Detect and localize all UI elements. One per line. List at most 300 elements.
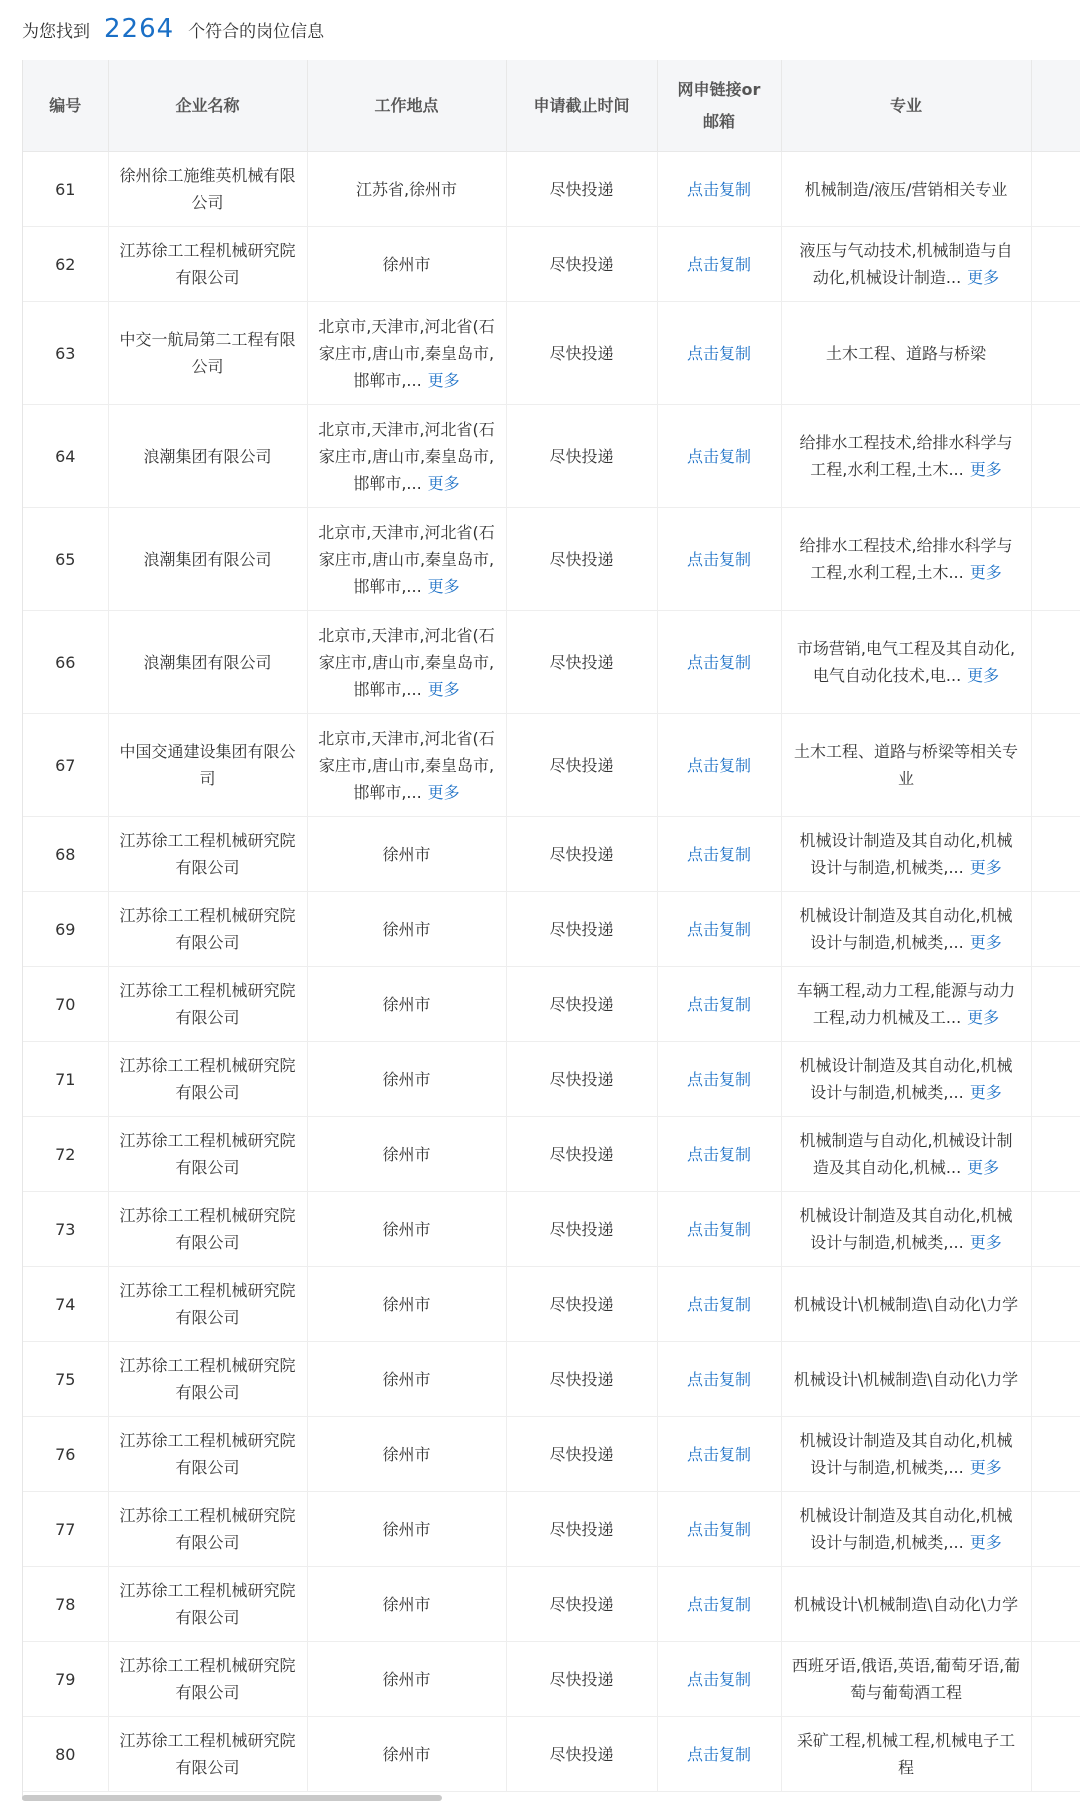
row-id: 79	[55, 1669, 76, 1689]
copy-link-button[interactable]: 点击复制	[686, 919, 751, 939]
copy-link-button[interactable]: 点击复制	[686, 446, 751, 466]
cell-deadline	[506, 1492, 657, 1567]
cell-extra	[1031, 1717, 1080, 1792]
cell-extra	[1031, 1117, 1080, 1192]
header-link	[657, 60, 781, 152]
cell-major	[781, 1342, 1031, 1417]
cell-deadline	[506, 714, 657, 817]
cell-location	[307, 302, 506, 405]
location-text: 徐州市	[382, 1369, 431, 1389]
cell-location	[307, 892, 506, 967]
cell-major	[781, 892, 1031, 967]
deadline-text: 尽快投递	[549, 1294, 614, 1314]
header-company: 企业名称	[108, 60, 307, 152]
table-row	[23, 1192, 1080, 1267]
table-row	[23, 714, 1080, 817]
cell-deadline	[506, 1117, 657, 1192]
cell-id	[23, 1042, 108, 1117]
major-more-link[interactable]: 更多	[969, 933, 1002, 952]
cell-link	[657, 1042, 781, 1117]
major-text: 机械设计制造及其自动化,机械设计与制造,机械类,...	[799, 1206, 1013, 1252]
cell-id	[23, 1417, 108, 1492]
deadline-text: 尽快投递	[549, 1219, 614, 1239]
cell-company	[108, 405, 307, 508]
major-text: 机械设计\机械制造\自动化\力学	[793, 1294, 1019, 1314]
cell-company	[108, 1042, 307, 1117]
cell-link	[657, 405, 781, 508]
cell-major	[781, 508, 1031, 611]
major-text: 机械设计制造及其自动化,机械设计与制造,机械类,...	[799, 1056, 1013, 1102]
location-more-link[interactable]: 更多	[427, 370, 460, 390]
row-id: 75	[55, 1369, 76, 1389]
cell-link	[657, 967, 781, 1042]
cell-extra	[1031, 817, 1080, 892]
major-more-link[interactable]: 更多	[969, 1533, 1002, 1552]
cell-extra	[1031, 405, 1080, 508]
cell-extra	[1031, 1492, 1080, 1567]
table-row	[23, 611, 1080, 714]
cell-major	[781, 611, 1031, 714]
location-text: 徐州市	[382, 1444, 431, 1464]
location-text: 北京市,天津市,河北省(石家庄市,唐山市,秦皇岛市,邯郸市,...	[318, 316, 495, 390]
cell-deadline	[506, 508, 657, 611]
location-text: 徐州市	[382, 1069, 431, 1089]
cell-extra	[1031, 152, 1080, 227]
location-text: 北京市,天津市,河北省(石家庄市,唐山市,秦皇岛市,邯郸市,...	[318, 625, 495, 699]
company-name: 江苏徐工工程机械研究院有限公司	[119, 906, 296, 952]
cell-deadline	[506, 405, 657, 508]
cell-id	[23, 892, 108, 967]
cell-deadline	[506, 1342, 657, 1417]
cell-location	[307, 611, 506, 714]
table-row	[23, 1042, 1080, 1117]
cell-major	[781, 1717, 1031, 1792]
cell-deadline	[506, 967, 657, 1042]
location-text: 北京市,天津市,河北省(石家庄市,唐山市,秦皇岛市,邯郸市,...	[318, 522, 495, 596]
results-count: 2264	[104, 14, 175, 44]
cell-link	[657, 817, 781, 892]
cell-location	[307, 1717, 506, 1792]
cell-company	[108, 611, 307, 714]
deadline-text: 尽快投递	[549, 1594, 614, 1614]
company-name: 江苏徐工工程机械研究院有限公司	[119, 1506, 296, 1552]
major-text: 机械制造与自动化,机械设计制造及其自动化,机械...	[799, 1131, 1013, 1177]
cell-company	[108, 1642, 307, 1717]
cell-id	[23, 227, 108, 302]
cell-deadline	[506, 817, 657, 892]
location-text: 徐州市	[382, 919, 431, 939]
deadline-text: 尽快投递	[549, 755, 614, 775]
cell-location	[307, 1192, 506, 1267]
cell-company	[108, 714, 307, 817]
row-id: 76	[55, 1444, 76, 1464]
copy-link-button[interactable]: 点击复制	[686, 844, 751, 864]
row-id: 68	[55, 844, 76, 864]
cell-location	[307, 1417, 506, 1492]
company-name: 江苏徐工工程机械研究院有限公司	[119, 1356, 296, 1402]
location-more-link[interactable]: 更多	[427, 576, 460, 596]
table-row	[23, 302, 1080, 405]
cell-major	[781, 1567, 1031, 1642]
cell-id	[23, 967, 108, 1042]
table-row	[23, 1492, 1080, 1567]
location-text: 徐州市	[382, 1144, 431, 1164]
deadline-text: 尽快投递	[549, 1069, 614, 1089]
table-row	[23, 1717, 1080, 1792]
row-id: 71	[55, 1069, 76, 1089]
header-major: 专业	[781, 60, 1031, 152]
cell-extra	[1031, 1342, 1080, 1417]
major-text: 机械设计制造及其自动化,机械设计与制造,机械类,...	[799, 906, 1013, 952]
major-more-link[interactable]: 更多	[967, 1158, 1000, 1177]
cell-location	[307, 1267, 506, 1342]
location-text: 徐州市	[382, 1594, 431, 1614]
company-name: 江苏徐工工程机械研究院有限公司	[119, 1731, 296, 1777]
company-name: 徐州徐工施维英机械有限公司	[119, 166, 296, 212]
table-row	[23, 227, 1080, 302]
cell-extra	[1031, 714, 1080, 817]
cell-extra	[1031, 302, 1080, 405]
location-more-link[interactable]: 更多	[427, 473, 460, 493]
cell-company	[108, 508, 307, 611]
cell-id	[23, 1717, 108, 1792]
cell-company	[108, 1492, 307, 1567]
major-more-link[interactable]: 更多	[969, 1458, 1002, 1477]
location-more-link[interactable]: 更多	[427, 679, 460, 699]
cell-id	[23, 405, 108, 508]
cell-company	[108, 1267, 307, 1342]
company-name: 江苏徐工工程机械研究院有限公司	[119, 1056, 296, 1102]
major-text: 机械设计制造及其自动化,机械设计与制造,机械类,...	[799, 1431, 1013, 1477]
cell-extra	[1031, 1567, 1080, 1642]
cell-major	[781, 1642, 1031, 1717]
row-id: 70	[55, 994, 76, 1014]
cell-major	[781, 1042, 1031, 1117]
cell-link	[657, 1642, 781, 1717]
table-row	[23, 1117, 1080, 1192]
major-text: 车辆工程,动力工程,能源与动力工程,动力机械及工...	[796, 981, 1016, 1027]
row-id: 74	[55, 1294, 76, 1314]
header-link-line1: 网申链接or	[677, 79, 761, 99]
cell-link	[657, 1117, 781, 1192]
cell-company	[108, 152, 307, 227]
copy-link-button[interactable]: 点击复制	[686, 179, 751, 199]
copy-link-button[interactable]: 点击复制	[686, 1744, 751, 1764]
major-more-link[interactable]: 更多	[967, 268, 1000, 287]
location-text: 徐州市	[382, 1669, 431, 1689]
deadline-text: 尽快投递	[549, 179, 614, 199]
cell-link	[657, 1717, 781, 1792]
cell-deadline	[506, 1192, 657, 1267]
table-row	[23, 1642, 1080, 1717]
cell-link	[657, 1267, 781, 1342]
copy-link-button[interactable]: 点击复制	[686, 755, 751, 775]
cell-id	[23, 1342, 108, 1417]
jobs-table	[23, 60, 1080, 1792]
cell-deadline	[506, 152, 657, 227]
deadline-text: 尽快投递	[549, 1519, 614, 1539]
table-row	[23, 1417, 1080, 1492]
major-text: 机械设计制造及其自动化,机械设计与制造,机械类,...	[799, 831, 1013, 877]
cell-location	[307, 1642, 506, 1717]
deadline-text: 尽快投递	[549, 343, 614, 363]
horizontal-scrollbar[interactable]	[22, 1795, 442, 1801]
cell-link	[657, 892, 781, 967]
major-text: 液压与气动技术,机械制造与自动化,机械设计制造...	[799, 241, 1013, 287]
cell-id	[23, 1567, 108, 1642]
cell-location	[307, 1567, 506, 1642]
cell-id	[23, 302, 108, 405]
row-id: 64	[55, 446, 76, 466]
deadline-text: 尽快投递	[549, 549, 614, 569]
header-location: 工作地点	[307, 60, 506, 152]
row-id: 78	[55, 1594, 76, 1614]
table-row	[23, 405, 1080, 508]
cell-link	[657, 1342, 781, 1417]
cell-deadline	[506, 611, 657, 714]
cell-location	[307, 817, 506, 892]
cell-link	[657, 1417, 781, 1492]
cell-link	[657, 508, 781, 611]
results-prefix: 为您找到	[22, 21, 90, 42]
copy-link-button[interactable]: 点击复制	[686, 1144, 751, 1164]
cell-link	[657, 302, 781, 405]
cell-location	[307, 152, 506, 227]
table-body	[23, 152, 1080, 1792]
cell-deadline	[506, 227, 657, 302]
row-id: 62	[55, 254, 76, 274]
company-name: 浪潮集团有限公司	[143, 549, 272, 569]
cell-deadline	[506, 1267, 657, 1342]
company-name: 江苏徐工工程机械研究院有限公司	[119, 1131, 296, 1177]
company-name: 江苏徐工工程机械研究院有限公司	[119, 1431, 296, 1477]
cell-major	[781, 302, 1031, 405]
cell-deadline	[506, 1717, 657, 1792]
row-id: 67	[55, 755, 76, 775]
cell-company	[108, 302, 307, 405]
table-row	[23, 508, 1080, 611]
company-name: 江苏徐工工程机械研究院有限公司	[119, 1206, 296, 1252]
major-text: 机械制造/液压/营销相关专业	[804, 179, 1008, 199]
table-row	[23, 1567, 1080, 1642]
deadline-text: 尽快投递	[549, 919, 614, 939]
cell-deadline	[506, 1642, 657, 1717]
cell-location	[307, 508, 506, 611]
cell-major	[781, 1117, 1031, 1192]
location-text: 徐州市	[382, 1294, 431, 1314]
cell-location	[307, 227, 506, 302]
cell-id	[23, 1492, 108, 1567]
location-text: 江苏省,徐州市	[355, 179, 458, 199]
major-text: 机械设计\机械制造\自动化\力学	[793, 1369, 1019, 1389]
table-row	[23, 1342, 1080, 1417]
row-id: 61	[55, 179, 76, 199]
cell-location	[307, 1117, 506, 1192]
copy-link-button[interactable]: 点击复制	[686, 1219, 751, 1239]
deadline-text: 尽快投递	[549, 446, 614, 466]
company-name: 江苏徐工工程机械研究院有限公司	[119, 1281, 296, 1327]
header-deadline: 申请截止时间	[506, 60, 657, 152]
table-row	[23, 892, 1080, 967]
deadline-text: 尽快投递	[549, 1669, 614, 1689]
company-name: 江苏徐工工程机械研究院有限公司	[119, 981, 296, 1027]
cell-id	[23, 714, 108, 817]
cell-major	[781, 967, 1031, 1042]
major-more-link[interactable]: 更多	[969, 858, 1002, 877]
row-id: 77	[55, 1519, 76, 1539]
cell-extra	[1031, 1642, 1080, 1717]
cell-location	[307, 405, 506, 508]
major-text: 机械设计\机械制造\自动化\力学	[793, 1594, 1019, 1614]
major-more-link[interactable]: 更多	[969, 1233, 1002, 1252]
cell-link	[657, 152, 781, 227]
copy-link-button[interactable]: 点击复制	[686, 1069, 751, 1089]
cell-extra	[1031, 227, 1080, 302]
cell-major	[781, 227, 1031, 302]
cell-location	[307, 1042, 506, 1117]
major-more-link[interactable]: 更多	[967, 1008, 1000, 1027]
row-id: 63	[55, 343, 76, 363]
major-text: 土木工程、道路与桥梁等相关专业	[793, 742, 1018, 788]
company-name: 江苏徐工工程机械研究院有限公司	[119, 1581, 296, 1627]
location-text: 徐州市	[382, 844, 431, 864]
header-link-line2: 邮箱	[702, 111, 735, 131]
cell-major	[781, 1267, 1031, 1342]
major-more-link[interactable]: 更多	[969, 460, 1002, 479]
copy-link-button[interactable]: 点击复制	[686, 343, 751, 363]
table-row	[23, 152, 1080, 227]
cell-major	[781, 1492, 1031, 1567]
cell-extra	[1031, 892, 1080, 967]
copy-link-button[interactable]: 点击复制	[686, 994, 751, 1014]
row-id: 80	[55, 1744, 76, 1764]
cell-extra	[1031, 611, 1080, 714]
table-row	[23, 1267, 1080, 1342]
deadline-text: 尽快投递	[549, 1444, 614, 1464]
row-id: 69	[55, 919, 76, 939]
cell-major	[781, 1192, 1031, 1267]
cell-link	[657, 1492, 781, 1567]
major-text: 机械设计制造及其自动化,机械设计与制造,机械类,...	[799, 1506, 1013, 1552]
cell-link	[657, 714, 781, 817]
deadline-text: 尽快投递	[549, 254, 614, 274]
location-text: 徐州市	[382, 994, 431, 1014]
cell-deadline	[506, 302, 657, 405]
cell-id	[23, 611, 108, 714]
results-summary	[22, 8, 324, 50]
cell-major	[781, 714, 1031, 817]
cell-location	[307, 967, 506, 1042]
company-name: 江苏徐工工程机械研究院有限公司	[119, 241, 296, 287]
copy-link-button[interactable]: 点击复制	[686, 549, 751, 569]
cell-extra	[1031, 508, 1080, 611]
deadline-text: 尽快投递	[549, 1744, 614, 1764]
major-text: 西班牙语,俄语,英语,葡萄牙语,葡萄与葡萄酒工程	[791, 1656, 1021, 1702]
location-text: 徐州市	[382, 1744, 431, 1764]
cell-company	[108, 1192, 307, 1267]
jobs-table-container[interactable]	[22, 60, 1080, 1800]
cell-company	[108, 817, 307, 892]
cell-major	[781, 1417, 1031, 1492]
cell-company	[108, 967, 307, 1042]
company-name: 浪潮集团有限公司	[143, 446, 272, 466]
cell-link	[657, 1567, 781, 1642]
cell-link	[657, 611, 781, 714]
major-more-link[interactable]: 更多	[969, 1083, 1002, 1102]
major-more-link[interactable]: 更多	[967, 666, 1000, 685]
cell-extra	[1031, 1417, 1080, 1492]
cell-major	[781, 817, 1031, 892]
cell-major	[781, 405, 1031, 508]
cell-extra	[1031, 1267, 1080, 1342]
cell-company	[108, 1342, 307, 1417]
major-text: 采矿工程,机械工程,机械电子工程	[796, 1731, 1016, 1777]
cell-id	[23, 817, 108, 892]
cell-major	[781, 152, 1031, 227]
cell-id	[23, 508, 108, 611]
cell-location	[307, 714, 506, 817]
company-name: 江苏徐工工程机械研究院有限公司	[119, 1656, 296, 1702]
cell-extra	[1031, 1042, 1080, 1117]
cell-id	[23, 1117, 108, 1192]
location-more-link[interactable]: 更多	[427, 782, 460, 802]
results-suffix: 个符合的岗位信息	[188, 21, 325, 42]
cell-id	[23, 1267, 108, 1342]
copy-link-button[interactable]: 点击复制	[686, 1669, 751, 1689]
cell-id	[23, 152, 108, 227]
table-header-row	[23, 60, 1080, 152]
cell-company	[108, 892, 307, 967]
company-name: 中国交通建设集团有限公司	[119, 742, 296, 788]
major-text: 市场营销,电气工程及其自动化,电气自动化技术,电...	[796, 639, 1016, 685]
cell-company	[108, 1567, 307, 1642]
company-name: 浪潮集团有限公司	[143, 652, 272, 672]
cell-company	[108, 227, 307, 302]
cell-id	[23, 1192, 108, 1267]
deadline-text: 尽快投递	[549, 1369, 614, 1389]
major-text: 给排水工程技术,给排水科学与工程,水利工程,土木...	[799, 536, 1013, 582]
table-row	[23, 817, 1080, 892]
cell-extra	[1031, 1192, 1080, 1267]
header-extra	[1031, 60, 1080, 152]
location-text: 徐州市	[382, 1519, 431, 1539]
major-text: 给排水工程技术,给排水科学与工程,水利工程,土木...	[799, 433, 1013, 479]
copy-link-button[interactable]: 点击复制	[686, 1519, 751, 1539]
cell-extra	[1031, 967, 1080, 1042]
cell-link	[657, 1192, 781, 1267]
cell-company	[108, 1717, 307, 1792]
location-text: 北京市,天津市,河北省(石家庄市,唐山市,秦皇岛市,邯郸市,...	[318, 728, 495, 802]
copy-link-button[interactable]: 点击复制	[686, 652, 751, 672]
header-id: 编号	[23, 60, 108, 152]
major-text: 土木工程、道路与桥梁	[825, 343, 986, 363]
deadline-text: 尽快投递	[549, 844, 614, 864]
company-name: 江苏徐工工程机械研究院有限公司	[119, 831, 296, 877]
cell-link	[657, 227, 781, 302]
deadline-text: 尽快投递	[549, 652, 614, 672]
copy-link-button[interactable]: 点击复制	[686, 1369, 751, 1389]
cell-id	[23, 1642, 108, 1717]
copy-link-button[interactable]: 点击复制	[686, 1444, 751, 1464]
cell-location	[307, 1342, 506, 1417]
row-id: 72	[55, 1144, 76, 1164]
copy-link-button[interactable]: 点击复制	[686, 1294, 751, 1314]
major-more-link[interactable]: 更多	[969, 563, 1002, 582]
copy-link-button[interactable]: 点击复制	[686, 254, 751, 274]
copy-link-button[interactable]: 点击复制	[686, 1594, 751, 1614]
deadline-text: 尽快投递	[549, 1144, 614, 1164]
location-text: 徐州市	[382, 254, 431, 274]
